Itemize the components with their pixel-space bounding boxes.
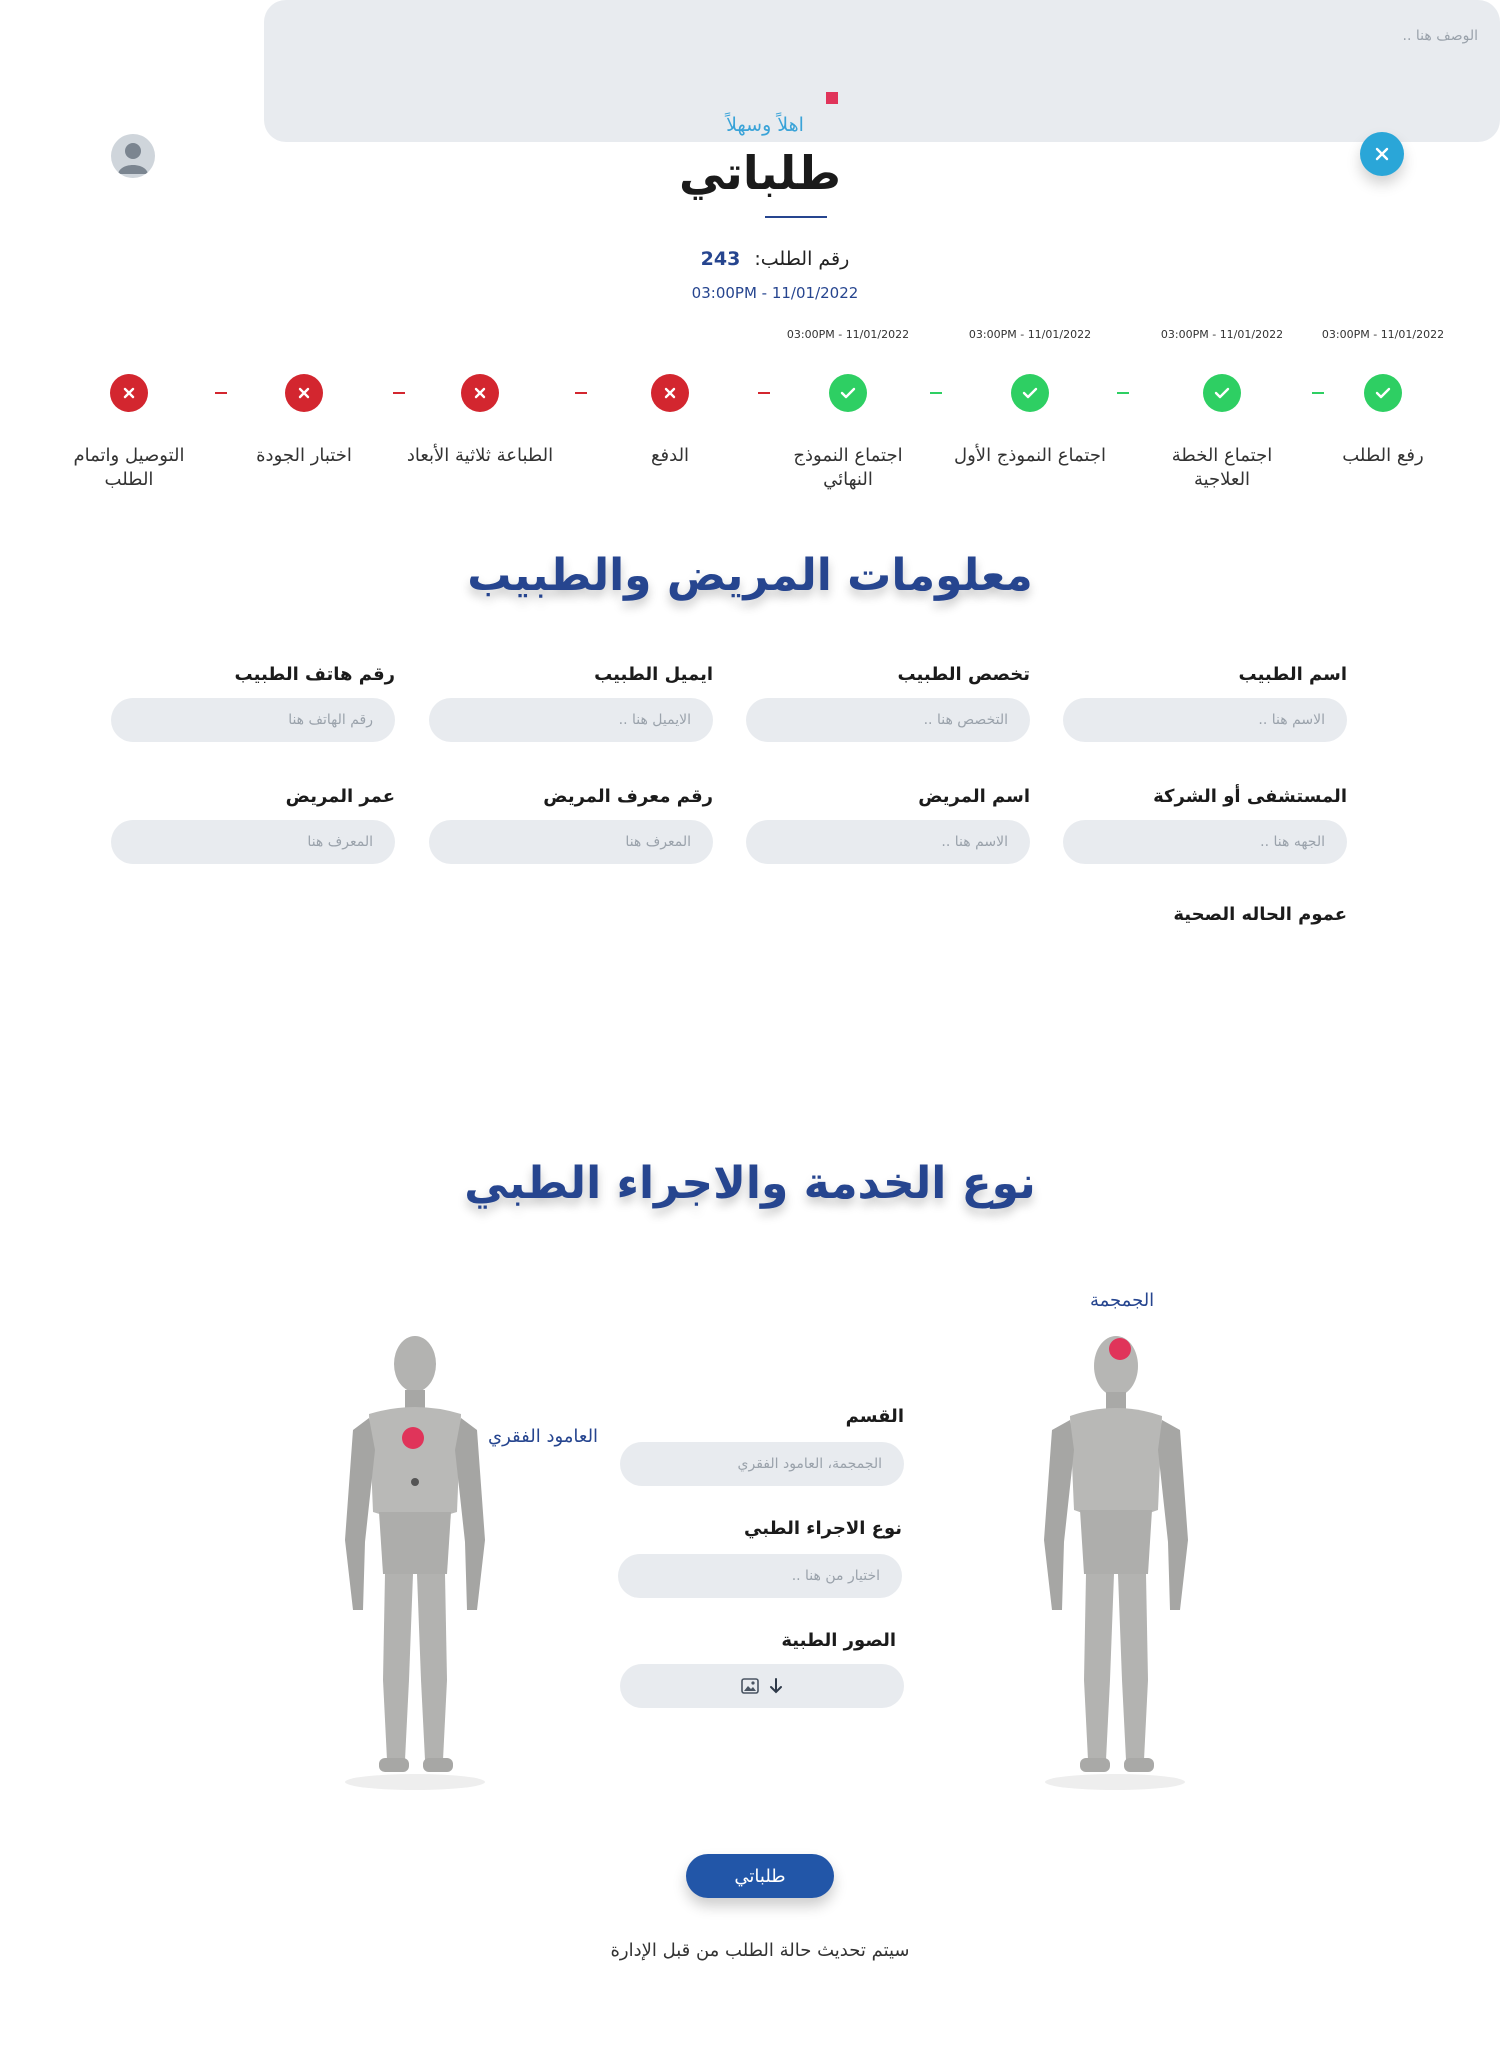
patient-age-input[interactable] bbox=[111, 820, 395, 864]
doctor-email-label: ايميل الطبيب bbox=[594, 664, 713, 685]
check-icon bbox=[1375, 387, 1391, 399]
x-icon bbox=[474, 387, 486, 399]
doctor-phone-label: رقم هاتف الطبيب bbox=[234, 664, 395, 685]
step-date-upload-request: 11/01/2022 - 03:00PM bbox=[1321, 328, 1445, 341]
timeline-connector bbox=[758, 392, 770, 394]
check-icon bbox=[1214, 387, 1230, 399]
step-label-upload-request: رفع الطلب bbox=[1342, 445, 1424, 466]
timeline-connector bbox=[930, 392, 942, 394]
close-button[interactable] bbox=[1360, 132, 1404, 176]
patient-name-label: اسم المريض bbox=[918, 786, 1030, 807]
doctor-specialty-label: تخصص الطبيب bbox=[897, 664, 1030, 685]
welcome-text: اهلاً وسهلاً bbox=[726, 114, 804, 136]
medical-images-upload[interactable] bbox=[620, 1664, 904, 1708]
step-status-final-model-meeting bbox=[829, 374, 867, 412]
step-status-upload-request bbox=[1364, 374, 1402, 412]
step-status-quality-test bbox=[285, 374, 323, 412]
check-icon bbox=[1022, 387, 1038, 399]
patient-age-label: عمر المريض bbox=[285, 786, 395, 807]
step-label-quality-test: اختبار الجودة bbox=[256, 445, 352, 466]
step-date-treatment-plan-meeting: 11/01/2022 - 03:00PM bbox=[1160, 328, 1284, 341]
timeline-connector bbox=[1117, 392, 1129, 394]
procedure-label: نوع الاجراء الطبي bbox=[743, 1518, 902, 1539]
order-number-label: رقم الطلب: bbox=[754, 248, 850, 270]
hospital-label: المستشفى أو الشركة bbox=[1153, 786, 1347, 807]
timeline-connector bbox=[215, 392, 227, 394]
avatar[interactable] bbox=[111, 134, 155, 178]
close-icon bbox=[1375, 147, 1389, 161]
patient-name-input[interactable] bbox=[746, 820, 1030, 864]
doctor-email-input[interactable] bbox=[429, 698, 713, 742]
x-icon bbox=[298, 387, 310, 399]
step-status-first-model-meeting bbox=[1011, 374, 1049, 412]
department-input[interactable] bbox=[620, 1442, 904, 1486]
patient-id-label: رقم معرف المريض bbox=[543, 786, 713, 807]
step-status-treatment-plan-meeting bbox=[1203, 374, 1241, 412]
timeline-connector bbox=[1312, 392, 1324, 394]
step-status-payment bbox=[651, 374, 689, 412]
front-mannequin-figure[interactable] bbox=[1030, 1330, 1200, 1790]
hospital-input[interactable] bbox=[1063, 820, 1347, 864]
health-status-textarea[interactable] bbox=[264, 0, 1500, 142]
doctor-specialty-input[interactable] bbox=[746, 698, 1030, 742]
step-date-first-model-meeting: 11/01/2022 - 03:00PM bbox=[968, 328, 1092, 341]
procedure-select[interactable] bbox=[618, 1554, 902, 1598]
step-label-treatment-plan-meeting: اجتماع الخطة العلاجية bbox=[1171, 445, 1273, 490]
image-icon bbox=[741, 1678, 759, 1694]
step-status-delivery-complete bbox=[110, 374, 148, 412]
patient-section-title: معلومات المريض والطبيب bbox=[467, 550, 1033, 601]
step-label-3d-printing: الطباعة ثلاثية الأبعاد bbox=[406, 445, 554, 466]
step-label-first-model-meeting: اجتماع النموذج الأول bbox=[954, 445, 1106, 466]
timeline-connector bbox=[575, 392, 587, 394]
decorative-square bbox=[826, 92, 838, 104]
spine-label[interactable]: العامود الفقري bbox=[488, 1426, 599, 1447]
skull-label[interactable]: الجمجمة bbox=[1090, 1290, 1155, 1311]
step-label-delivery-complete: التوصيل واتمام الطلب bbox=[73, 445, 185, 490]
x-icon bbox=[664, 387, 676, 399]
title-underline bbox=[765, 216, 827, 218]
user-icon bbox=[111, 134, 155, 178]
timeline-connector bbox=[393, 392, 405, 394]
check-icon bbox=[840, 387, 856, 399]
patient-id-input[interactable] bbox=[429, 820, 713, 864]
order-number-row bbox=[620, 248, 930, 270]
footer-note: سيتم تحديث حالة الطلب من قبل الإدارة bbox=[610, 1940, 910, 1961]
step-date-final-model-meeting: 11/01/2022 - 03:00PM bbox=[786, 328, 910, 341]
order-date: 11/01/2022 - 03:00PM bbox=[691, 284, 859, 302]
doctor-name-label: اسم الطبيب bbox=[1238, 664, 1347, 685]
order-number-value: 243 bbox=[700, 248, 741, 270]
my-orders-button[interactable]: طلباتي bbox=[686, 1854, 834, 1898]
arrow-down-icon bbox=[769, 1678, 783, 1694]
back-mannequin-figure[interactable] bbox=[335, 1330, 495, 1790]
skull-hotspot[interactable] bbox=[1109, 1338, 1131, 1360]
service-section-title: نوع الخدمة والاجراء الطبي bbox=[464, 1158, 1036, 1209]
step-label-final-model-meeting: اجتماع النموذج النهائي bbox=[793, 445, 903, 490]
department-label: القسم bbox=[845, 1406, 904, 1427]
step-label-payment: الدفع bbox=[650, 445, 690, 466]
x-icon bbox=[123, 387, 135, 399]
page-title: طلباتي bbox=[679, 146, 841, 200]
medical-images-label: الصور الطبية bbox=[781, 1630, 896, 1651]
health-status-label: عموم الحاله الصحية bbox=[1173, 904, 1347, 925]
doctor-name-input[interactable] bbox=[1063, 698, 1347, 742]
spine-hotspot[interactable] bbox=[402, 1427, 424, 1449]
step-status-3d-printing bbox=[461, 374, 499, 412]
doctor-phone-input[interactable] bbox=[111, 698, 395, 742]
